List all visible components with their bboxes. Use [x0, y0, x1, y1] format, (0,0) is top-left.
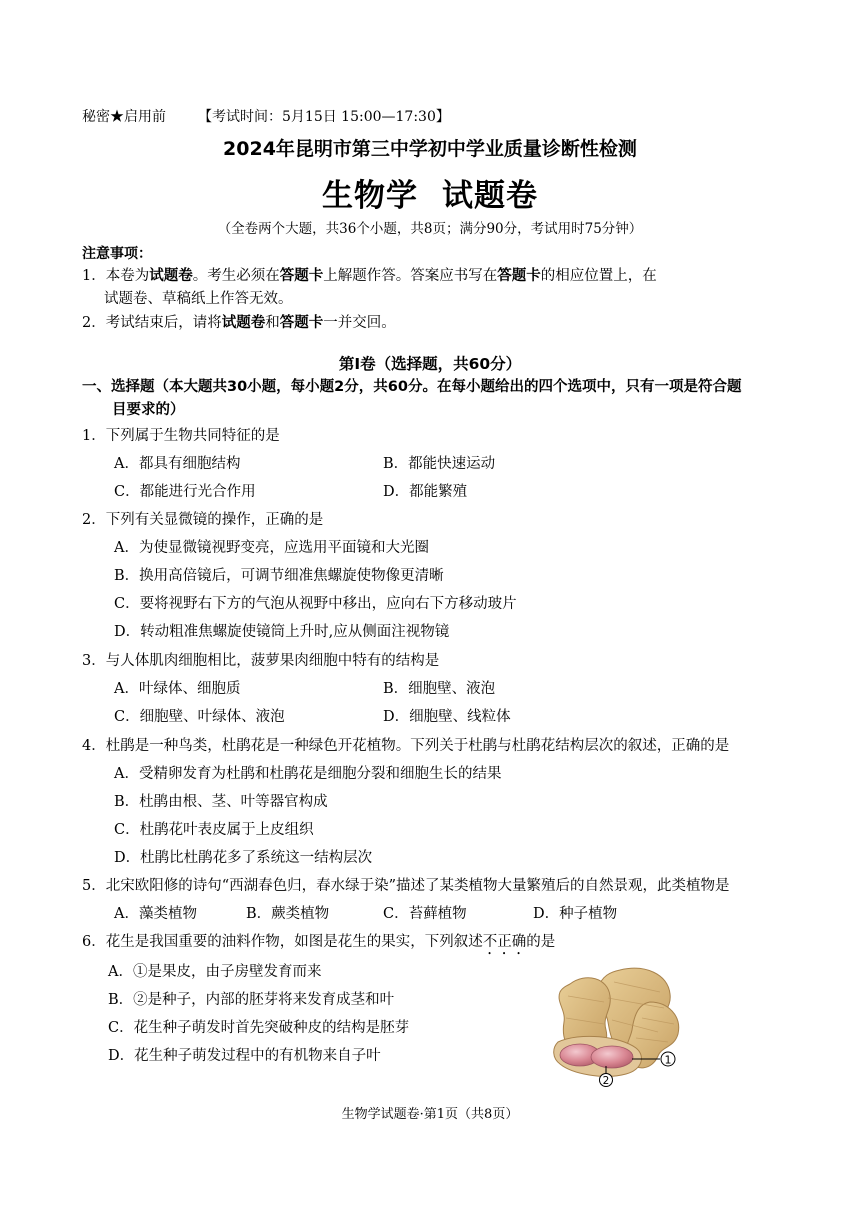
- question-5-option-b: B．蕨类植物: [246, 906, 330, 922]
- emphasis-text: 不正确: [482, 934, 527, 950]
- notice-item-2: [82, 311, 396, 332]
- part-instructions-cont: 目要求的）: [112, 402, 185, 418]
- question-5-option-d: D．种子植物: [533, 906, 618, 922]
- notice-text: 2．考试结束后，请将: [82, 315, 222, 331]
- question-3-stem: 3．与人体肌肉细胞相比，菠萝果肉细胞中特有的结构是: [82, 653, 440, 669]
- page-footer: 生物学试题卷·第1页（共8页）: [341, 1107, 519, 1122]
- question-6-option-a: A．①是果皮，由子房壁发育而来: [108, 964, 322, 980]
- stem-text: 6．花生是我国重要的油料作物，如图是花生的果实，下列叙述: [82, 934, 483, 950]
- question-2-option-d: D．转动粗准焦螺旋使镜筒上升时,应从侧面注视物镜: [114, 624, 450, 640]
- notice-item-1-cont: 试题卷、草稿纸上作答无效。: [104, 291, 293, 307]
- paper-type: 试题卷: [442, 178, 538, 214]
- question-3-option-a: A．叶绿体、细胞质: [114, 681, 241, 697]
- question-3-option-b: B．细胞壁、液泡: [383, 681, 496, 697]
- question-6-option-d: D．花生种子萌发过程中的有机物来自子叶: [108, 1048, 381, 1064]
- notice-text: 。考生必须在: [192, 268, 280, 284]
- question-1-option-d: D．都能繁殖: [383, 484, 468, 500]
- exam-title: 2024年昆明市第三中学初中学业质量诊断性检测: [223, 138, 637, 160]
- notice-bold: 答题卡: [497, 268, 541, 284]
- label-2-text: 2: [602, 1075, 610, 1087]
- label-1-text: 1: [664, 1053, 672, 1067]
- question-4-option-d: D．杜鹃比杜鹃花多了系统这一结构层次: [114, 850, 373, 866]
- exam-info: （全卷两个大题，共36个小题，共8页；满分90分，考试用时75分钟）: [217, 221, 643, 237]
- notice-item-1: [82, 264, 657, 285]
- question-4-stem: 4．杜鹃是一种鸟类，杜鹃花是一种绿色开花植物。下列关于杜鹃与杜鹃花结构层次的叙述，正确的是: [82, 738, 730, 754]
- stem-text: 的是: [526, 934, 556, 950]
- notice-bold: 试题卷: [221, 315, 266, 331]
- question-6-option-b: B．②是种子，内部的胚芽将来发育成茎和叶: [108, 992, 395, 1008]
- notice-heading: 注意事项：: [82, 246, 152, 262]
- notice-text: 一并交回。: [323, 315, 396, 331]
- notice-bold: 试题卷: [149, 268, 193, 284]
- notice-text: 和: [265, 315, 280, 331]
- secret-label: 秘密★启用前: [82, 109, 166, 125]
- question-2-option-c: C．要将视野右下方的气泡从视野中移出，应向右下方移动玻片: [114, 596, 517, 612]
- question-5-option-a: A．藻类植物: [114, 906, 197, 922]
- notice-text: 的相应位置上，在: [540, 268, 657, 284]
- question-2-option-a: A．为使显微镜视野变亮，应选用平面镜和大光圈: [114, 540, 429, 556]
- question-1-option-b: B．都能快速运动: [383, 456, 496, 472]
- question-4-option-b: B．杜鹃由根、茎、叶等器官构成: [114, 794, 328, 810]
- question-6-stem: [82, 930, 555, 958]
- part-instructions: 一、选择题（本大题共30小题，每小题2分，共60分。在每小题给出的四个选项中，只有一项是符合题: [82, 379, 742, 395]
- confidential-header: [82, 106, 450, 126]
- peanut-figure: [550, 962, 690, 1087]
- question-6-option-c: C．花生种子萌发时首先突破种皮的结构是胚芽: [108, 1020, 410, 1036]
- peanut-seed: [591, 1046, 633, 1068]
- notice-bold: 答题卡: [279, 268, 324, 284]
- question-1-stem: 1．下列属于生物共同特征的是: [82, 428, 280, 444]
- subject-name: 生物学: [322, 178, 418, 214]
- question-3-option-d: D．细胞壁、线粒体: [383, 709, 511, 725]
- exam-time: 【考试时间：5月15日 15:00—17:30】: [198, 109, 450, 125]
- question-4-option-a: A．受精卵发育为杜鹃和杜鹃花是细胞分裂和细胞生长的结果: [114, 766, 502, 782]
- subject-title: [0, 170, 860, 215]
- question-2-stem: 2．下列有关显微镜的操作，正确的是: [82, 512, 324, 528]
- question-1-option-a: A．都具有细胞结构: [114, 456, 241, 472]
- question-5-option-c: C．苔藓植物: [383, 906, 467, 922]
- section-title: 第Ⅰ卷（选择题，共60分）: [338, 355, 522, 373]
- notice-text: 上解题作答。答案应书写在: [323, 268, 498, 284]
- question-4-option-c: C．杜鹃花叶表皮属于上皮组织: [114, 822, 314, 838]
- notice-bold: 答题卡: [279, 315, 324, 331]
- question-3-option-c: C．细胞壁、叶绿体、液泡: [114, 709, 285, 725]
- question-2-option-b: B．换用高倍镜后，可调节细准焦螺旋使物像更清晰: [114, 568, 444, 584]
- question-5-stem: 5．北宋欧阳修的诗句“西湖春色归，春水绿于染”描述了某类植物大量繁殖后的自然景观，此类植物是: [82, 878, 730, 894]
- question-1-option-c: C．都能进行光合作用: [114, 484, 256, 500]
- notice-text: 1．本卷为: [82, 268, 150, 284]
